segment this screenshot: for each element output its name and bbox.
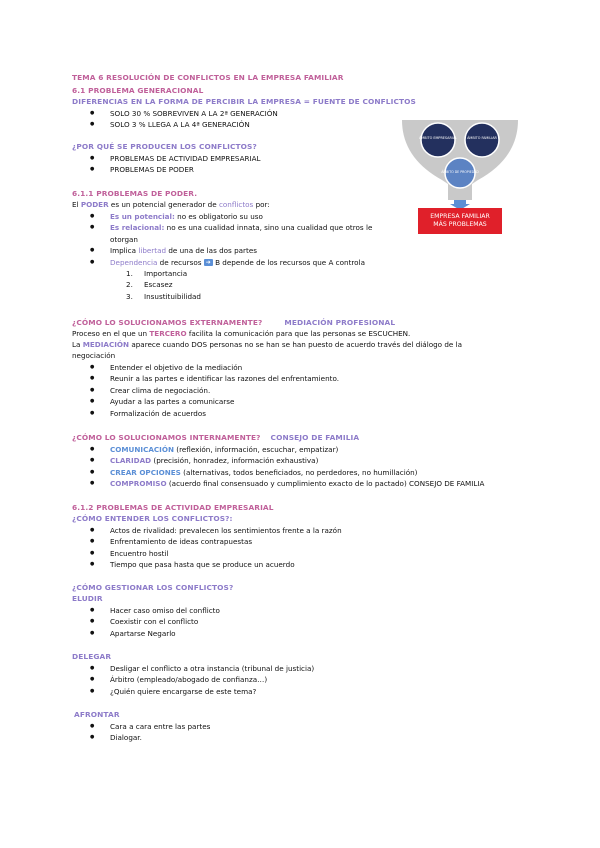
mediation-steps-list [90, 362, 339, 419]
understand-conflicts-list [90, 525, 342, 571]
item-text: Escasez [144, 280, 173, 290]
power-list [90, 211, 400, 268]
mediation-paragraph [72, 340, 524, 349]
text: (acuerdo final consensuado y cumplimiento exacto de lo pactado) CONSEJO DE FAMILIA [166, 479, 485, 489]
keyword: TERCERO [149, 329, 187, 338]
list-item: ● Formalización de acuerdos [90, 408, 339, 419]
text: CONSEJO DE FAMILIA [270, 433, 360, 442]
keyword: PODER [80, 200, 109, 209]
section-6-1-2-title: 6.1.2 PROBLEMAS DE ACTIVIDAD EMPRESARIAL [72, 503, 274, 512]
text: (precisión, honradez, información exhaustiva) [151, 456, 319, 466]
avoid-title: ELUDIR [72, 594, 103, 603]
right-arrow-icon: ➜ [205, 259, 211, 267]
power-intro [72, 200, 270, 209]
text: (reflexión, información, escuchar, empatizar) [173, 445, 339, 454]
face-title: AFRONTAR [74, 710, 120, 719]
list-item: ● SOLO 3 % LLEGA A LA 4ª GENERACIÓN [90, 119, 278, 130]
list-item [126, 279, 201, 290]
item-number: 3. [126, 291, 133, 301]
keyword: CREAR OPCIONES [110, 467, 181, 477]
mediation-paragraph-end: negociación [72, 351, 116, 360]
why-conflicts-title: ¿POR QUÉ SE PRODUCEN LOS CONFLICTOS? [72, 142, 257, 151]
list-item: ● Apartarse Negarlo [90, 628, 220, 639]
text: es un potencial generador de [108, 200, 219, 209]
document-title: TEMA 6 RESOLUCIÓN DE CONFLICTOS EN LA EMPRESA FAMILIAR [72, 73, 344, 82]
item-number: 1. [126, 269, 133, 278]
text: El [72, 200, 81, 209]
generation-list [90, 108, 278, 131]
list-item [90, 222, 400, 233]
section-6-1-title: 6.1 PROBLEMA GENERACIONAL [72, 86, 204, 95]
text: ¿CÓMO LO SOLUCIONAMOS INTERNAMENTE? [72, 433, 261, 442]
section-6-1-subtitle: DIFERENCIAS EN LA FORMA DE PERCIBIR LA EMPRESA = FUENTE DE CONFLICTOS [72, 97, 416, 106]
list-item-continuation [90, 234, 400, 245]
family-circle-label: ÁMBITO FAMILIAR [467, 136, 497, 140]
text: B depende de los recursos que A controla [212, 257, 365, 267]
keyword: Es relacional: [110, 223, 165, 233]
text: MEDIACIÓN PROFESIONAL [284, 318, 396, 327]
text: no es obligatorio su uso [174, 212, 263, 221]
why-conflicts-list [90, 153, 261, 176]
text: facilita la comunicación para que las personas se ESCUCHEN. [186, 329, 411, 338]
list-item: ● ¿Quién quiere encargarse de este tema? [90, 686, 314, 697]
keyword: COMPROMISO [110, 479, 167, 489]
text: no es una cualidad innata, sino una cualidad que otros le [164, 223, 373, 233]
list-item: ● Dialogar. [90, 732, 210, 743]
keyword: conflictos [218, 200, 254, 209]
avoid-list [90, 605, 220, 639]
mediation-definition [72, 329, 410, 338]
text: por: [253, 200, 270, 209]
list-item [90, 257, 400, 268]
business-circle [418, 123, 458, 157]
text: aparece cuando DOS personas no se han se han puesto de acuerdo través del diálogo de la [129, 340, 463, 349]
list-item: ● Coexistir con el conflicto [90, 616, 220, 627]
text: La [72, 340, 83, 349]
keyword: COMUNICACIÓN [110, 445, 174, 454]
text: (alternativas, todos beneficiados, no perdedores, no humillación) [180, 467, 418, 477]
family-council-list [90, 444, 484, 490]
list-item [126, 291, 201, 302]
list-item [126, 268, 201, 279]
text: otorgan [110, 234, 138, 244]
item-text: Insustituibilidad [144, 291, 201, 301]
property-circle-label: ÁMBITO DE PROPIEDAD [441, 170, 479, 174]
list-item [90, 245, 400, 256]
list-item: ● Ayudar a las partes a comunicarse [90, 396, 339, 407]
list-item: ● Enfrentamiento de ideas contrapuestas [90, 536, 342, 547]
list-item [90, 444, 484, 455]
dependency-criteria-list [126, 268, 201, 302]
keyword: MEDIACIÓN [82, 340, 130, 349]
item-number: 2. [126, 280, 133, 290]
manage-conflicts-title: ¿CÓMO GESTIONAR LOS CONFLICTOS? [72, 583, 234, 592]
text: de una de las dos partes [166, 246, 257, 256]
keyword: CLARIDAD [110, 456, 152, 466]
text: de recursos [157, 257, 204, 267]
list-item: ● Árbitro (empleado/abogado de confianza…) [90, 674, 314, 685]
text: Proceso en el que un [72, 329, 150, 338]
section-6-1-2-subtitle: ¿CÓMO ENTENDER LOS CONFLICTOS?: [72, 514, 233, 523]
list-item: ● SOLO 30 % SOBREVIVEN A LA 2ª GENERACIÓN [90, 108, 278, 119]
list-item [90, 467, 484, 478]
family-business-caption [418, 208, 502, 234]
keyword: Es un potencial: [110, 212, 175, 221]
list-item: ● Desligar el conflicto a otra instancia (tribunal de justicia) [90, 663, 314, 674]
family-circle [465, 123, 499, 157]
list-item: ● Reunir a las partes e identificar las razones del enfrentamiento. [90, 373, 339, 384]
item-text: Importancia [144, 269, 188, 278]
list-item: ● Entender el objetivo de la mediación [90, 362, 339, 373]
list-item: ● Encuentro hostil [90, 548, 342, 559]
keyword: libertad [138, 246, 167, 256]
list-item: ● Actos de rivalidad: prevalecen los sentimientos frente a la razón [90, 525, 342, 536]
keyword: Dependencia [110, 257, 158, 267]
list-item: ● PROBLEMAS DE ACTIVIDAD EMPRESARIAL [90, 153, 261, 164]
list-item: ● Cara a cara entre las partes [90, 721, 210, 732]
list-item: ● Crear clima de negociación. [90, 385, 339, 396]
text: Implica [110, 246, 139, 256]
external-solution-title [72, 318, 395, 327]
list-item [90, 455, 484, 466]
delegate-title: DELEGAR [72, 652, 112, 661]
text: ¿CÓMO LO SOLUCIONAMOS EXTERNAMENTE? [72, 318, 263, 327]
delegate-list [90, 663, 314, 697]
section-6-1-1-title: 6.1.1 PROBLEMAS DE PODER. [72, 189, 198, 198]
list-item: ● Tiempo que pasa hasta que se produce un acuerdo [90, 559, 342, 570]
caption-line-2: MÁS PROBLEMAS [433, 221, 487, 228]
business-circle-label: ÁMBITO EMPRESARIAL [418, 136, 458, 140]
list-item: ● PROBLEMAS DE PODER [90, 164, 261, 175]
list-item [90, 211, 400, 222]
list-item: ● Hacer caso omiso del conflicto [90, 605, 220, 616]
caption-line-1: EMPRESA FAMILIAR [430, 213, 490, 220]
internal-solution-title [72, 433, 359, 442]
list-item [90, 478, 484, 489]
face-list [90, 721, 210, 744]
